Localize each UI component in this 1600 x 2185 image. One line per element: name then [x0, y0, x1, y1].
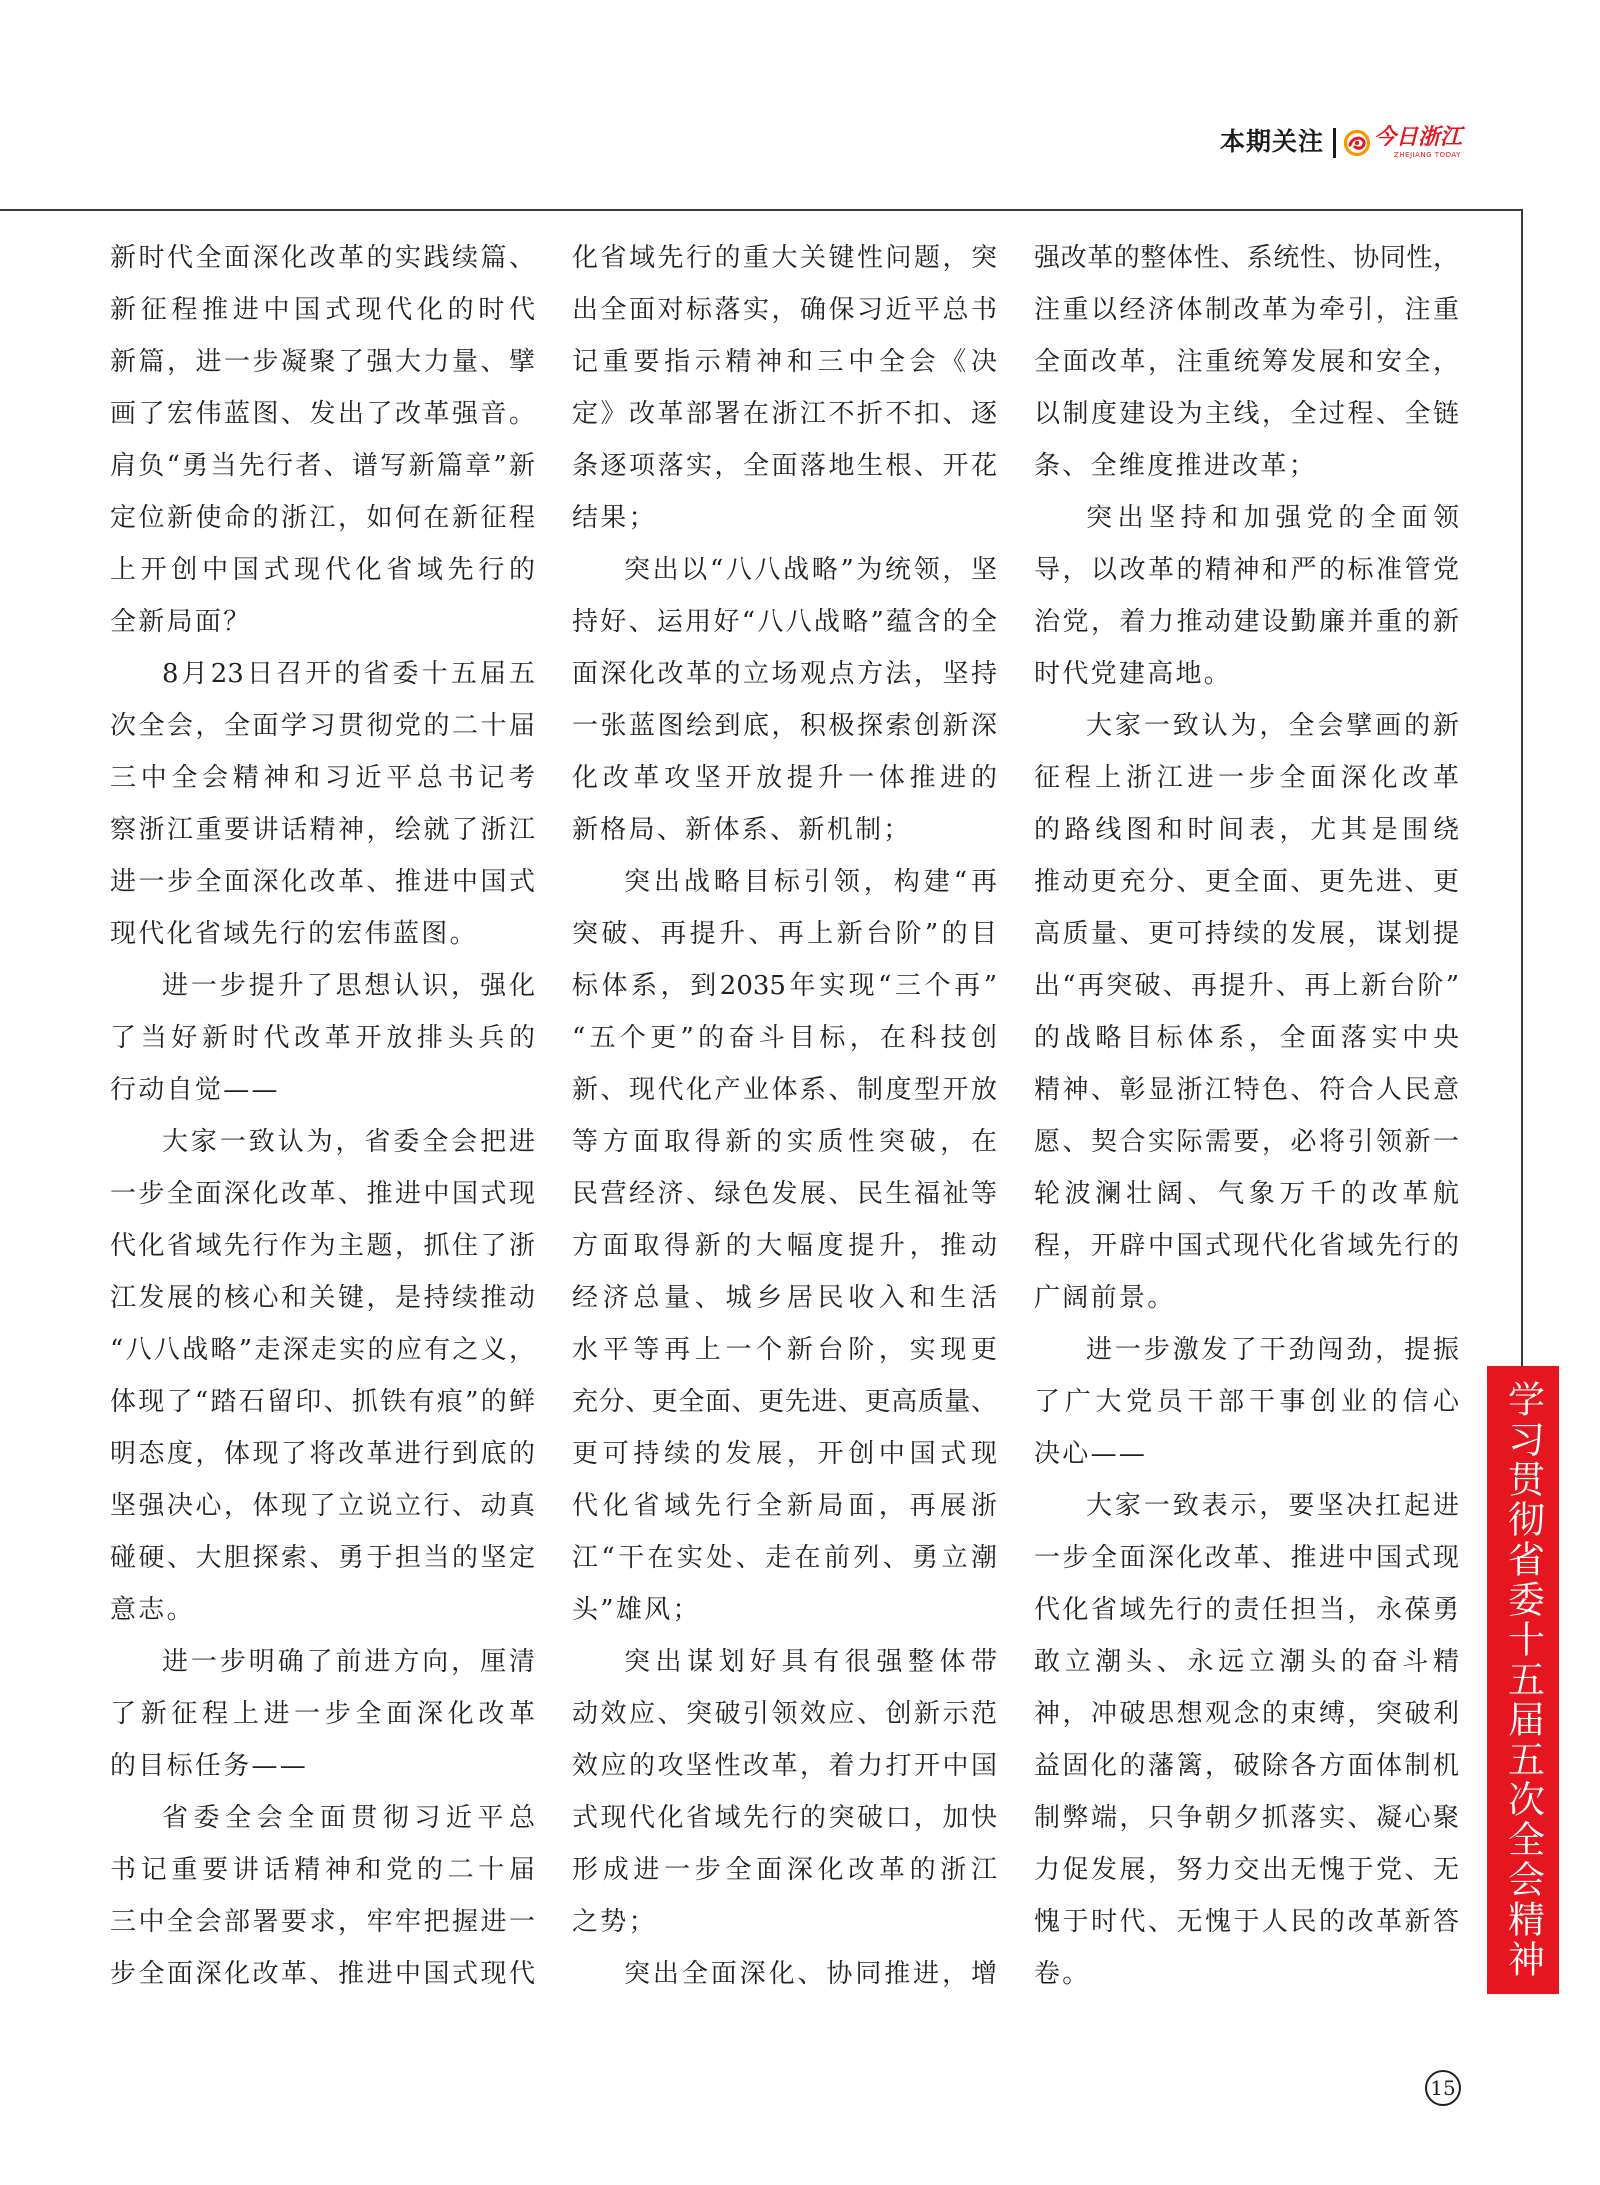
text-line: 的战略目标体系，全面落实中央 [1034, 1023, 1459, 1053]
text-line: 进一步提升了思想认识，强化 [162, 971, 535, 1001]
text-line: 上开创中国式现代化省域先行的 [110, 555, 535, 585]
text-line: 的路线图和时间表，尤其是围绕 [1034, 815, 1459, 845]
text-line: 标体系，到2035年实现“三个再” [572, 971, 997, 1001]
text-line: 一张蓝图绘到底，积极探索创新深 [572, 711, 997, 741]
text-line: 意志。 [110, 1595, 195, 1625]
text-line: 征程上浙江进一步全面深化改革 [1034, 763, 1459, 793]
text-line: 书记重要讲话精神和党的二十届 [110, 1855, 535, 1885]
text-line: 三中全会部署要求，牢牢把握进一 [110, 1907, 535, 1937]
text-line: 记重要指示精神和三中全会《决 [572, 347, 997, 377]
text-line: 力促发展，努力交出无愧于党、无 [1034, 1855, 1459, 1885]
text-line: 了广大党员干部干事创业的信心 [1034, 1387, 1459, 1417]
text-line: 代化省域先行的责任担当，永葆勇 [1034, 1595, 1459, 1625]
text-line: 化省域先行的重大关键性问题，突 [572, 243, 997, 273]
text-line: 江发展的核心和关键，是持续推动 [110, 1283, 535, 1313]
text-line: 步全面深化改革、推进中国式现代 [110, 1959, 535, 1989]
text-line: 了当好新时代改革开放排头兵的 [110, 1023, 535, 1053]
text-line: 益固化的藩篱，破除各方面体制机 [1034, 1751, 1459, 1781]
margin-rule [1521, 209, 1523, 1366]
text-line: 出全面对标落实，确保习近平总书 [572, 295, 997, 325]
text-line: 制弊端，只争朝夕抓落实、凝心聚 [1034, 1803, 1459, 1833]
text-line: 突出全面深化、协同推进，增 [624, 1959, 997, 1989]
logo-swirl-icon [1342, 128, 1372, 158]
topic-banner-text: 学习贯彻省委十五届五次全会精神 [1501, 1380, 1545, 1980]
text-line: “八八战略”走深走实的应有之义， [110, 1335, 535, 1365]
text-line: 愧于时代、无愧于人民的改革新答 [1034, 1907, 1459, 1937]
text-line: 8月23日召开的省委十五届五 [162, 659, 535, 689]
text-line: 突出谋划好具有很强整体带 [624, 1647, 997, 1677]
text-line: 省委全会全面贯彻习近平总 [162, 1803, 535, 1833]
text-line: 之势； [572, 1907, 657, 1937]
text-line: 等方面取得新的实质性突破，在 [572, 1127, 997, 1157]
text-line: 程，开辟中国式现代化省域先行的 [1034, 1231, 1459, 1261]
text-line: 进一步全面深化改革、推进中国式 [110, 867, 535, 897]
text-line: 敢立潮头、永远立潮头的奋斗精 [1034, 1647, 1459, 1677]
text-line: 化改革攻坚开放提升一体推进的 [572, 763, 997, 793]
header-rule [0, 209, 1522, 211]
logo-subtext: ZHEJIANG TODAY [1394, 151, 1461, 159]
text-line: 效应的攻坚性改革，着力打开中国 [572, 1751, 997, 1781]
text-line: 方面取得新的大幅度提升，推动 [572, 1231, 997, 1261]
text-line: 了新征程上进一步全面深化改革 [110, 1699, 535, 1729]
magazine-logo [1342, 122, 1468, 162]
text-line: 高质量、更可持续的发展，谋划提 [1034, 919, 1459, 949]
text-line: 坚强决心，体现了立说立行、动真 [110, 1491, 535, 1521]
text-line: 轮波澜壮阔、气象万千的改革航 [1034, 1179, 1459, 1209]
text-line: 条逐项落实，全面落地生根、开花 [572, 451, 997, 481]
text-line: 民营经济、绿色发展、民生福祉等 [572, 1179, 997, 1209]
text-line: 全新局面？ [110, 607, 252, 637]
text-line: “五个更”的奋斗目标，在科技创 [572, 1023, 997, 1053]
text-line: 的目标任务—— [110, 1751, 309, 1781]
text-line: 大家一致表示，要坚决扛起进 [1086, 1491, 1459, 1521]
text-line: 三中全会精神和习近平总书记考 [110, 763, 535, 793]
text-line: 现代化省域先行的宏伟蓝图。 [110, 919, 478, 949]
page-number: 15 [1425, 2070, 1461, 2106]
text-line: 头”雄风； [572, 1595, 701, 1625]
text-line: 察浙江重要讲话精神，绘就了浙江 [110, 815, 535, 845]
text-line: 式现代化省域先行的突破口，加快 [572, 1803, 997, 1833]
text-line: 新格局、新体系、新机制； [572, 815, 912, 845]
text-line: 代化省域先行全新局面，再展浙 [572, 1491, 997, 1521]
text-line: 定位新使命的浙江，如何在新征程 [110, 503, 535, 533]
text-line: 持好、运用好“八八战略”蕴含的全 [572, 607, 997, 637]
text-line: 经济总量、城乡居民收入和生活 [572, 1283, 997, 1313]
text-line: 江“干在实处、走在前列、勇立潮 [572, 1543, 997, 1573]
text-line: 神，冲破思想观念的束缚，突破利 [1034, 1699, 1459, 1729]
text-line: 明态度，体现了将改革进行到底的 [110, 1439, 535, 1469]
text-line: 强改革的整体性、系统性、协同性， [1034, 243, 1459, 273]
text-line: 条、全维度推进改革； [1034, 451, 1318, 481]
text-line: 形成进一步全面深化改革的浙江 [572, 1855, 997, 1885]
text-line: 代化省域先行作为主题，抓住了浙 [110, 1231, 535, 1261]
text-line: 更可持续的发展，开创中国式现 [572, 1439, 997, 1469]
text-line: 新篇，进一步凝聚了强大力量、擘 [110, 347, 535, 377]
text-line: 一步全面深化改革、推进中国式现 [1034, 1543, 1459, 1573]
text-column-3 [1034, 232, 1459, 2000]
text-column-1 [110, 232, 535, 2000]
text-line: 进一步明确了前进方向，厘清 [162, 1647, 535, 1677]
text-line: 一步全面深化改革、推进中国式现 [110, 1179, 535, 1209]
text-line: 突破、再提升、再上新台阶”的目 [572, 919, 997, 949]
text-line: 定》改革部署在浙江不折不扣、逐 [572, 399, 997, 429]
text-line: 导，以改革的精神和严的标准管党 [1034, 555, 1459, 585]
text-line: 推动更充分、更全面、更先进、更 [1034, 867, 1459, 897]
text-line: 广阔前景。 [1034, 1283, 1176, 1313]
text-line: 充分、更全面、更先进、更高质量、 [572, 1387, 997, 1417]
text-line: 全面改革，注重统筹发展和安全， [1034, 347, 1459, 377]
logo-text: 今日浙江 [1374, 124, 1463, 150]
text-line: 以制度建设为主线，全过程、全链 [1034, 399, 1459, 429]
text-line: 体现了“踏石留印、抓铁有痕”的鲜 [110, 1387, 535, 1417]
text-line: 注重以经济体制改革为牵引，注重 [1034, 295, 1459, 325]
text-line: 肩负“勇当先行者、谱写新篇章”新 [110, 451, 535, 481]
text-line: 结果； [572, 503, 657, 533]
text-line: 卷。 [1034, 1959, 1091, 1989]
text-column-2 [572, 232, 997, 2000]
text-line: 愿、契合实际需要，必将引领新一 [1034, 1127, 1459, 1157]
text-line: 治党，着力推动建设勤廉并重的新 [1034, 607, 1459, 637]
text-line: 水平等再上一个新台阶，实现更 [572, 1335, 997, 1365]
topic-banner [1487, 1366, 1559, 1994]
text-line: 大家一致认为，省委全会把进 [162, 1127, 535, 1157]
text-line: 新、现代化产业体系、制度型开放 [572, 1075, 997, 1105]
text-line: 决心—— [1034, 1439, 1148, 1469]
text-line: 画了宏伟蓝图、发出了改革强音。 [110, 399, 535, 429]
text-line: 进一步激发了干劲闯劲，提振 [1086, 1335, 1459, 1365]
text-line: 面深化改革的立场观点方法，坚持 [572, 659, 997, 689]
text-line: 新时代全面深化改革的实践续篇、 [110, 243, 535, 273]
text-line: 次全会，全面学习贯彻党的二十届 [110, 711, 535, 741]
text-line: 突出战略目标引领，构建“再 [624, 867, 997, 897]
text-line: 突出以“八八战略”为统领，坚 [624, 555, 997, 585]
text-line: 碰硬、大胆探索、勇于担当的坚定 [110, 1543, 535, 1573]
text-line: 动效应、突破引领效应、创新示范 [572, 1699, 997, 1729]
text-line: 出“再突破、再提升、再上新台阶” [1034, 971, 1459, 1001]
text-line: 新征程推进中国式现代化的时代 [110, 295, 535, 325]
text-line: 行动自觉—— [110, 1075, 280, 1105]
text-line: 精神、彰显浙江特色、符合人民意 [1034, 1075, 1459, 1105]
header-divider [1333, 128, 1336, 158]
text-line: 时代党建高地。 [1034, 659, 1233, 689]
text-line: 突出坚持和加强党的全面领 [1086, 503, 1459, 533]
section-label: 本期关注 [1220, 127, 1325, 156]
text-line: 大家一致认为，全会擘画的新 [1086, 711, 1459, 741]
